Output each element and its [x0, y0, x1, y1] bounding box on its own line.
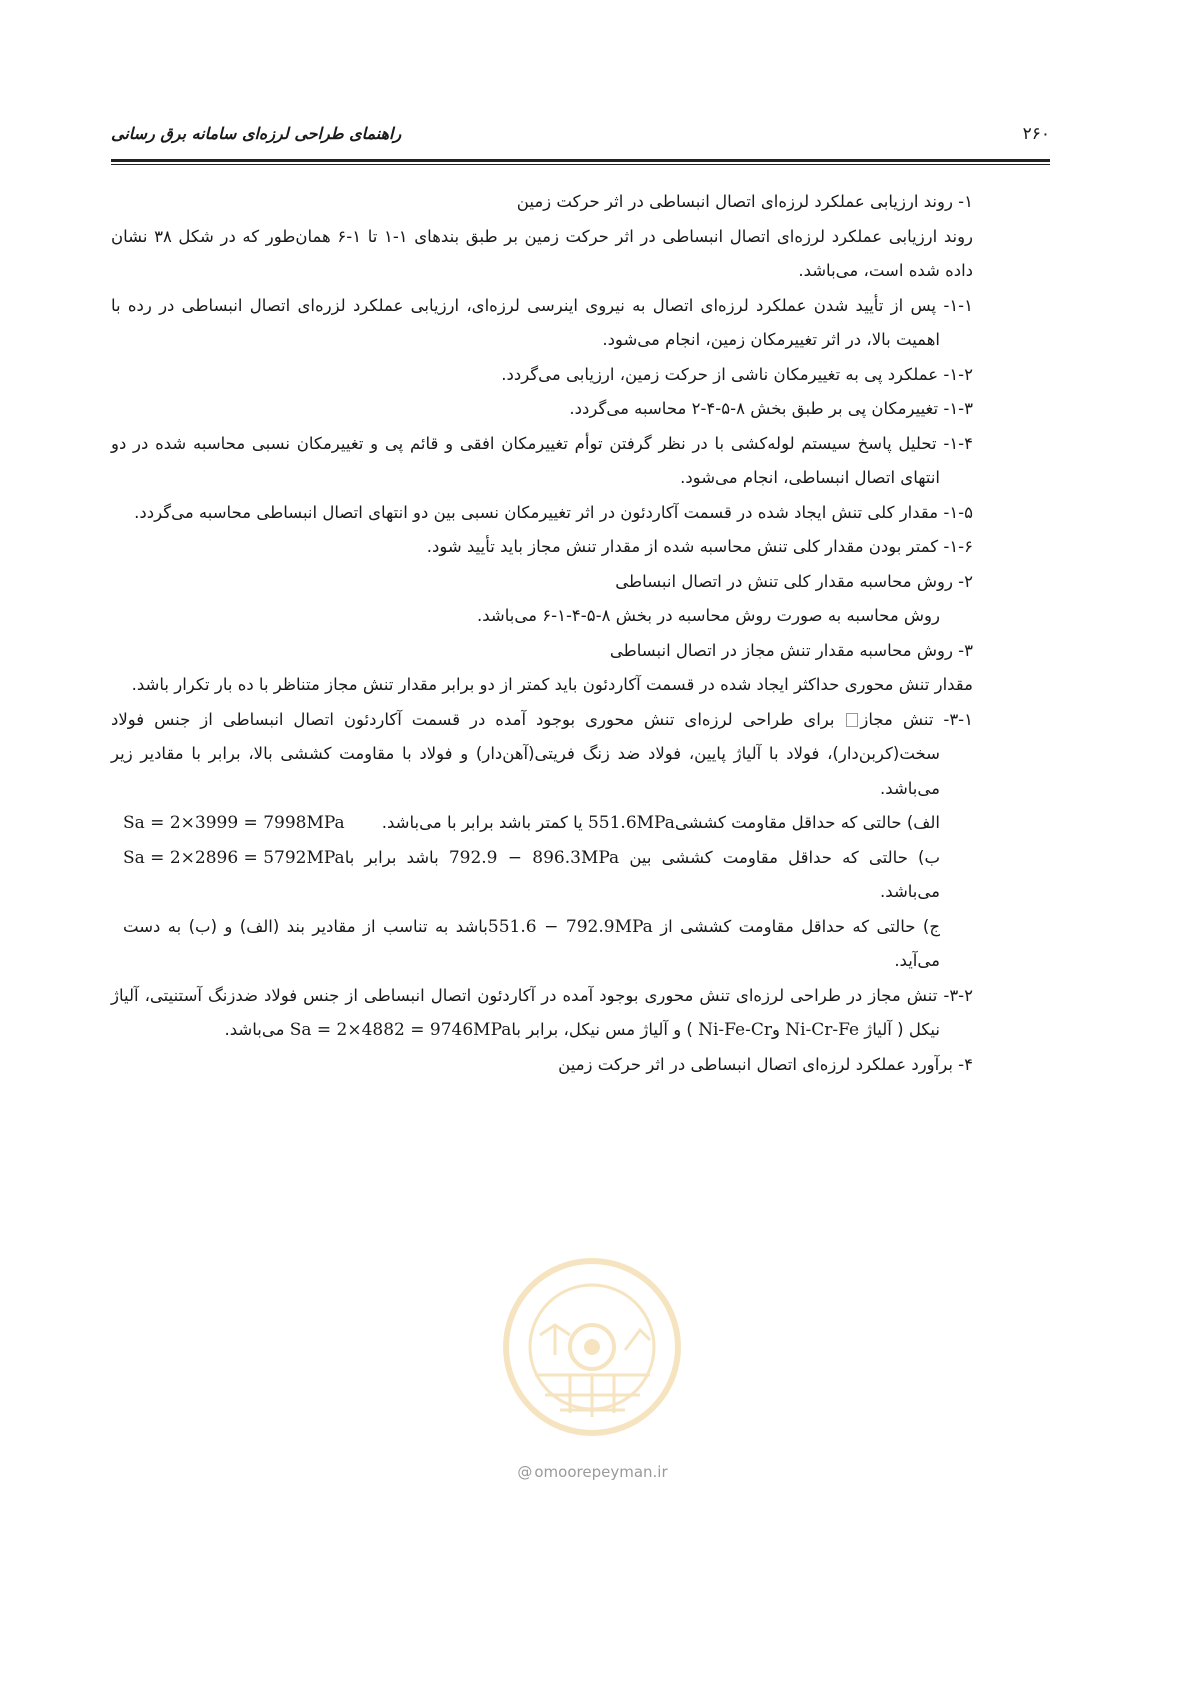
watermark-seal-icon: [500, 1255, 685, 1440]
case-alef-value: 551.6MPa: [587, 813, 675, 833]
section-3-heading: ۳- روش محاسبه مقدار تنش مجاز در اتصال انبساطی: [609, 640, 973, 660]
section-4-heading: ۴- برآورد عملکرد لرزه‌ای اتصال انبساطی در اثر حرکت زمین: [558, 1054, 973, 1074]
equation-3-2: Sa = 2×4882 = 9746MPa: [289, 1020, 512, 1040]
item-3-1: [111, 703, 1000, 807]
item-1-4: ۱-۴- تحلیل پاسخ سیستم لوله‌کشی با در نظر گرفتن توأم تغییرمکان افقی و قائم پی و تغییرمکان نسبی محاسبه شده در دو انتهای اتصال انبساطی، انجام می‌شود.: [111, 433, 973, 487]
case-be: [111, 841, 1000, 910]
section-1-intro: روند ارزیابی عملکرد لرزه‌ای اتصال انبساطی در اثر حرکت زمین بر طبق بندهای ۱-۱ تا ۱-۶ همان‌طور که در شکل ۳۸ نشان داده شده است، می‌باشد.: [111, 226, 974, 280]
header-rule-thin: [111, 164, 1050, 165]
item-3-2-and: و: [771, 1020, 786, 1039]
page-header: [111, 124, 1050, 150]
watermark-site: [500, 1463, 685, 1481]
item-1-2: ۱-۲- عملکرد پی به تغییرمکان ناشی از حرکت زمین، ارزیابی می‌گردد.: [501, 364, 973, 384]
case-be-lead: ب) حالتی که حداقل مقاومت کششی بین: [619, 847, 941, 867]
document-body: [111, 185, 1000, 1082]
header-rule-thick: [111, 159, 1050, 162]
item-1-6: ۱-۶- کمتر بودن مقدار کلی تنش محاسبه شده از مقدار تنش مجاز باید تأیید شود.: [426, 537, 973, 556]
equation-alef: Sa = 2×3999 = 7998MPa: [123, 813, 345, 833]
item-3-2-end: می‌باشد.: [224, 1020, 290, 1039]
missing-glyph-box: [846, 713, 858, 727]
at-icon: @: [517, 1463, 533, 1481]
case-alef-mid: یا کمتر باشد برابر با: [446, 813, 588, 832]
item-3-1-lead: ۳-۱- تنش مجاز: [860, 709, 973, 729]
watermark-site-label: omoorepeyman.ir: [534, 1463, 668, 1481]
section-2-text: روش محاسبه به صورت روش محاسبه در بخش ۸-۵-۴-۱-۶ می‌باشد.: [477, 606, 940, 625]
case-be-end: می‌باشد.: [880, 882, 940, 901]
case-jim: [111, 910, 1000, 979]
case-alef-end: می‌باشد.: [381, 813, 447, 832]
item-1-5: ۱-۵- مقدار کلی تنش ایجاد شده در قسمت آکاردئون در اثر تغییرمکان نسبی بین دو انتهای اتصال انبساطی محاسبه می‌گردد.: [134, 502, 973, 522]
case-be-mid: باشد برابر با: [344, 847, 449, 867]
section-2-heading: ۲- روش محاسبه مقدار کلی تنش در اتصال انبساطی: [615, 571, 973, 591]
equation-be: Sa = 2×2896 = 5792MPa: [123, 847, 345, 868]
page-number: ۲۶۰: [1022, 124, 1050, 144]
section-3-text: مقدار تنش محوری حداکثر ایجاد شده در قسمت آکاردئون باید کمتر از دو برابر مقدار تنش مجاز متناظر با ده بار تکرار باشد.: [131, 675, 973, 694]
item-1-1: ۱-۱- پس از تأیید شدن عملکرد لرزه‌ای اتصال به نیروی اینرسی لرزه‌ای، ارزیابی عملکرد لزره‌ای اتصال انبساطی در رده با اهمیت بالا، در اثر تغییرمکان زمین، انجام می‌شود.: [111, 295, 973, 349]
item-3-2-lead: ۳-۲- تنش مجاز در طراحی لرزه‌ای تنش محوری بوجود آمده در آکاردئون اتصال انبساطی از جنس فولاد ضدزنگ آستنیتی، آلیاژ نیکل ( آلیاژ: [111, 985, 973, 1039]
case-alef-lead: الف) حالتی که حداقل مقاومت کششی: [674, 813, 940, 832]
case-jim-lead: ج) حالتی که حداقل مقاومت کششی از: [652, 916, 940, 936]
alloy-ni-fe-cr: Ni-Fe-Cr: [698, 1020, 772, 1040]
case-jim-text: باشد به تناسب از مقادیر بند (الف) و (ب) به دست می‌آید.: [123, 916, 940, 970]
section-1-heading: ۱- روند ارزیابی عملکرد لرزه‌ای اتصال انبساطی در اثر حرکت زمین: [516, 192, 973, 211]
item-3-2: [111, 979, 1000, 1048]
item-3-1-text: برای طراحی لرزه‌ای تنش محوری بوجود آمده در قسمت آکاردئون اتصال انبساطی از جنس فولاد سخت(کربن‌دار)، فولاد با آلیاژ پایین، فولاد ضد زنگ فریتی(آهن‌دار) و فولاد با مقاومت کششی بالا، برابر با مقادیر زیر می‌باشد.: [111, 709, 940, 798]
item-1-3: ۱-۳- تغییرمکان پی بر طبق بخش ۸-۵-۴-۲ محاسبه می‌گردد.: [569, 399, 973, 418]
case-jim-value: 551.6 − 792.9MPa: [487, 916, 653, 937]
case-alef: [111, 806, 1000, 841]
case-be-value: 792.9 − 896.3MPa: [448, 847, 620, 868]
item-3-2-mid: ) و آلیاژ مس نیکل، برابر با: [511, 1020, 699, 1039]
alloy-ni-cr-fe: Ni-Cr-Fe: [785, 1020, 860, 1040]
running-title: راهنمای طراحی لرزه‌ای سامانه برق رسانی: [111, 124, 402, 143]
